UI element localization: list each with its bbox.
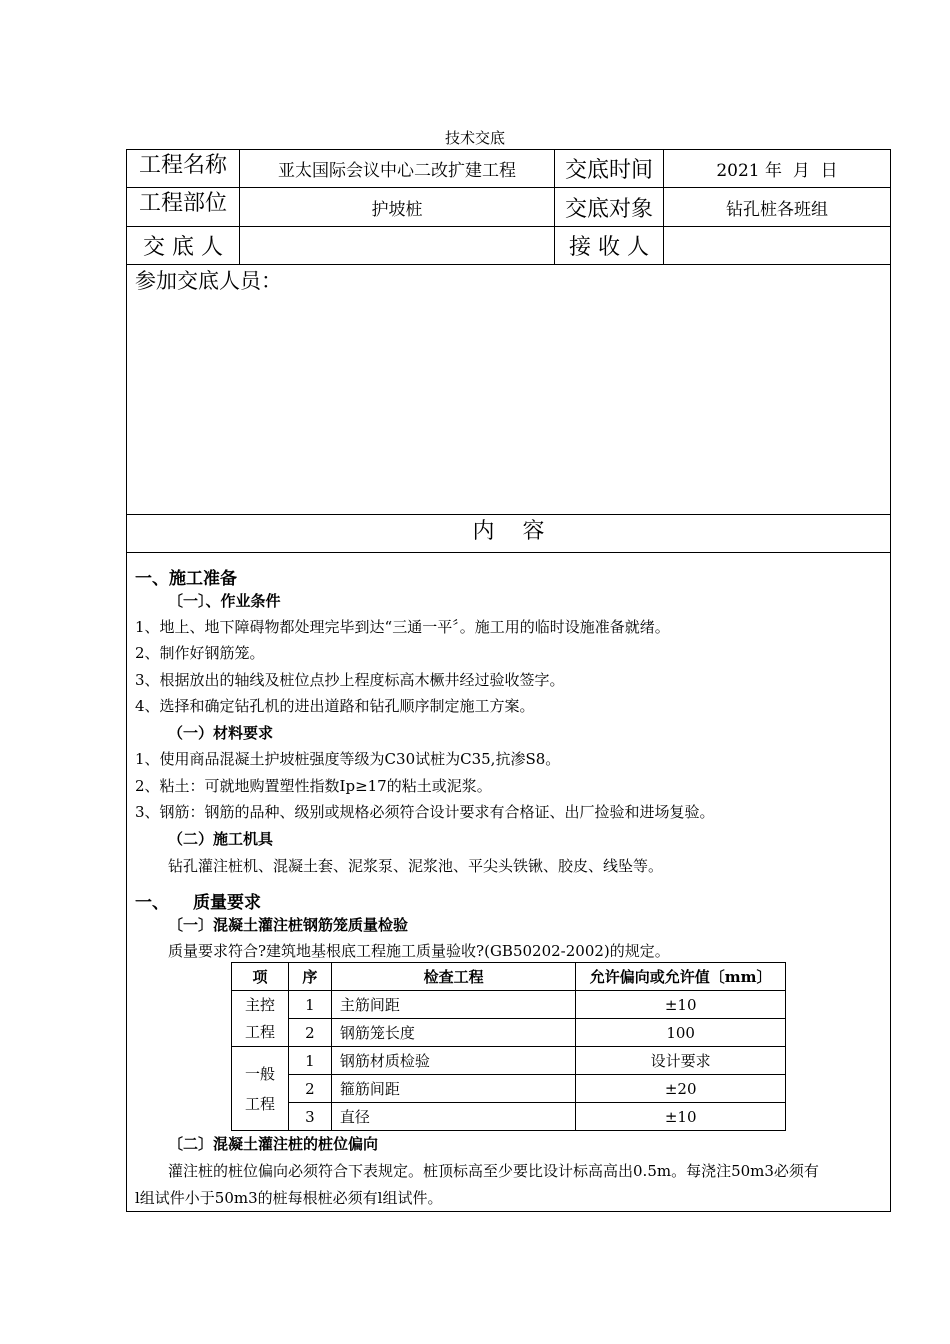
group-main-control: [232, 991, 289, 1047]
section-2-title: 质量要求: [193, 893, 261, 913]
section-2a-text: 质量要求符合?建筑地基根底工程施工质量验收?(GB50202-2002)的规定。: [168, 942, 670, 960]
list-item: 3、根据放出的轴线及桩位点抄上程度标高木橛井经过验收签字。: [135, 671, 565, 689]
list-item: 2、制作好钢筋笼。: [135, 644, 265, 662]
row-number: 2: [288, 1075, 331, 1103]
row-number: 2: [288, 1019, 331, 1047]
participants-label: 参加交底人员：: [135, 269, 282, 293]
table-row: [232, 991, 786, 1019]
table-row: [232, 1103, 786, 1131]
section-1b-title: （一）材料要求: [168, 724, 274, 742]
section-2a-title: 〔一〕混凝土灌注桩钢筋笼质量检验: [168, 916, 409, 934]
receiver-label: 接 收 人: [569, 235, 649, 260]
row-item: 钢筋材质检验: [331, 1047, 575, 1075]
row-value: ±10: [576, 1103, 786, 1131]
section-1c-text: 钻孔灌注桩机、混凝土套、泥浆泵、泥浆池、平尖头铁锹、胶皮、线坠等。: [168, 857, 664, 875]
list-item: 3、钢筋：钢筋的品种、级别或规格必须符合设计要求有合格证、出厂捡验和进场复验。: [135, 803, 715, 821]
row-value: ±20: [576, 1075, 786, 1103]
project-name-label: 工程名称: [138, 152, 227, 178]
content-title: 内 容: [472, 518, 545, 544]
group-label: 工程: [244, 1022, 275, 1041]
quality-table: [231, 962, 786, 1131]
header-cell: 检查工程: [331, 963, 575, 991]
header-cell: 序: [288, 963, 331, 991]
document-title: 技术交底: [444, 129, 505, 147]
handover-target-label: 交底对象: [564, 196, 653, 222]
table-row: [232, 1075, 786, 1103]
group-label: 主控: [244, 995, 275, 1014]
row-item: 直径: [331, 1103, 575, 1131]
list-item: 2、粘土：可就地购置塑性指数Ip≥17的粘土或泥浆。: [135, 777, 492, 795]
row-number: 3: [288, 1103, 331, 1131]
row-number: 1: [288, 991, 331, 1019]
row-value: ±10: [576, 991, 786, 1019]
group-label: 工程: [244, 1094, 275, 1113]
handover-time-value: 2021 年 月 日: [716, 161, 838, 181]
row-item: 箍筋间距: [331, 1075, 575, 1103]
list-item: 1、地上、地下障碍物都处理完毕到达“三通一平〞。施工用的临时设施准备就绪。: [135, 618, 670, 636]
handover-person-value: [240, 227, 554, 264]
section-1-title: 一、施工准备: [135, 569, 237, 589]
row-item: 钢筋笼长度: [331, 1019, 575, 1047]
handover-time-label: 交底时间: [564, 158, 653, 183]
handover-person-label: 交 底 人: [143, 235, 223, 260]
table-row: [232, 1019, 786, 1047]
header-cell: 项: [232, 963, 289, 991]
section-1c-title: （二）施工机具: [168, 830, 274, 848]
handover-target-value: 钻孔桩各班组: [726, 199, 828, 220]
group-label: 一般: [244, 1064, 275, 1083]
table-row: [232, 1047, 786, 1075]
row-number: 1: [288, 1047, 331, 1075]
section-2b-title: 〔二〕混凝土灌注桩的桩位偏向: [168, 1135, 379, 1153]
row-item: 主筋间距: [331, 991, 575, 1019]
section-2b-line-1: 灌注桩的桩位偏向必须符合下表规定。桩顶标高至少要比设计标高高出0.5m。每浇注50m3必须有: [168, 1162, 819, 1180]
project-part-label: 工程部位: [138, 190, 227, 216]
project-part-value: 护坡桩: [371, 199, 423, 220]
row-value: 设计要求: [576, 1047, 786, 1075]
list-item: 4、选择和确定钻孔机的进出道路和钻孔顺序制定施工方案。: [135, 697, 535, 715]
header-cell: 允许偏向或允许值〔mm〕: [576, 963, 786, 991]
row-value: 100: [576, 1019, 786, 1047]
receiver-value: [664, 227, 890, 264]
group-general: [232, 1047, 289, 1131]
section-2b-line-2: l组试件小于50m3的桩每根桩必须有l组试件。: [135, 1189, 443, 1207]
table-header-row: [232, 963, 786, 991]
project-name-value: 亚太国际会议中心二改扩建工程: [278, 161, 516, 181]
list-item: 1、使用商品混凝土护坡桩强度等级为C30试桩为C35,抗渗S8。: [135, 750, 561, 768]
section-1a-title: 〔一〕、作业条件: [168, 592, 281, 610]
section-2-number: 一、: [135, 893, 169, 913]
